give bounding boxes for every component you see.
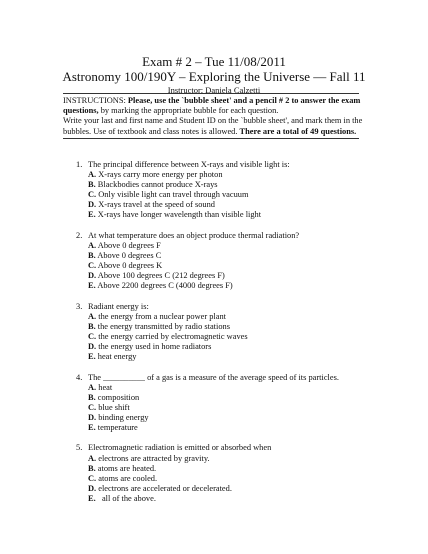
answer-option (88, 322, 376, 332)
instructions-text1: by marking the appropriate bubble for each question. (98, 106, 279, 116)
answer-option (88, 393, 376, 403)
option-text: X-rays travel at the speed of sound (96, 200, 215, 210)
option-letter: D. (88, 483, 97, 493)
answer-option (88, 271, 376, 281)
question-row (76, 373, 376, 383)
option-letter: E. (88, 210, 96, 220)
answer-option (88, 494, 376, 504)
question-item (76, 443, 376, 504)
option-letter: A. (88, 311, 97, 321)
option-text: Above 0 degrees K (96, 261, 163, 271)
option-text: heat (96, 382, 113, 392)
option-text: binding energy (96, 412, 149, 422)
option-letter: A. (88, 170, 97, 180)
divider-bottom (63, 138, 359, 139)
option-text: Above 0 degrees F (96, 240, 161, 250)
option-letter: C. (88, 402, 97, 412)
question-text: At what temperature does an object produce thermal radiation? (88, 230, 300, 240)
option-text: all of the above. (95, 493, 156, 503)
option-letter: D. (88, 271, 97, 281)
option-letter: A. (88, 453, 97, 463)
option-letter: D. (88, 200, 97, 210)
answer-option (88, 342, 376, 352)
option-letter: D. (88, 342, 97, 352)
option-letter: C. (88, 473, 97, 483)
answer-option (88, 190, 376, 200)
question-row (76, 160, 376, 170)
option-letter: B. (88, 321, 96, 331)
option-text: Above 100 degrees C (212 degrees F) (96, 271, 225, 281)
answer-option (88, 403, 376, 413)
question-item (76, 373, 376, 434)
question-item (76, 231, 376, 292)
answer-option (88, 312, 376, 322)
question-row (76, 302, 376, 312)
option-letter: D. (88, 412, 97, 422)
option-letter: E. (88, 423, 96, 433)
answer-options (88, 383, 376, 433)
option-text: atoms are heated. (95, 463, 157, 473)
option-text: composition (95, 392, 140, 402)
option-text: Only visible light can travel through vacuum (96, 190, 249, 200)
answer-option (88, 474, 376, 484)
option-text: electrons are attracted by gravity. (96, 453, 210, 463)
option-letter: B. (88, 251, 96, 261)
answer-options (88, 170, 376, 220)
option-letter: E. (88, 352, 96, 362)
answer-option (88, 210, 376, 220)
answer-options (88, 454, 376, 504)
option-letter: B. (88, 463, 96, 473)
question-text: The __________ of a gas is a measure of the average speed of its particles. (88, 372, 339, 382)
answer-option (88, 413, 376, 423)
instructions-text2: Write your last and first name and Student ID on the `bubble sheet', and mark them in the bubbles. Use of textbook and class notes is allowed. (63, 116, 363, 136)
answer-option (88, 454, 376, 464)
option-text: temperature (95, 423, 138, 433)
answer-option (88, 261, 376, 271)
option-text: Blackbodies cannot produce X-rays (95, 180, 218, 190)
option-letter: A. (88, 382, 97, 392)
answer-options (88, 312, 376, 362)
instructor-name: Instructor: Daniela Calzetti (167, 85, 261, 95)
exam-title-line1: Exam # 2 – Tue 11/08/2011 (142, 54, 286, 69)
option-text: X-rays have longer wavelength than visible light (95, 210, 262, 220)
answer-option (88, 464, 376, 474)
answer-option (88, 241, 376, 251)
answer-option (88, 281, 376, 291)
option-letter: E. (88, 493, 96, 503)
divider-top (63, 93, 359, 94)
option-text: electrons are accelerated or decelerated. (96, 483, 232, 493)
option-text: Above 2200 degrees C (4000 degrees F) (95, 281, 233, 291)
option-letter: B. (88, 392, 96, 402)
option-letter: B. (88, 180, 96, 190)
question-text: Electromagnetic radiation is emitted or absorbed when (88, 443, 272, 453)
answer-option (88, 200, 376, 210)
question-text: Radiant energy is: (88, 301, 149, 311)
option-text: atoms are cooled. (96, 473, 158, 483)
question-row (76, 231, 376, 241)
answer-option (88, 251, 376, 261)
question-number: 2. (76, 230, 83, 240)
answer-option (88, 170, 376, 180)
exam-title-line2: Astronomy 100/190Y – Exploring the Universe — Fall 11 (62, 69, 366, 84)
answer-option (88, 383, 376, 393)
instructions-label: INSTRUCTIONS: (63, 96, 128, 105)
instructions-bold2: There are a total of 49 questions. (239, 126, 357, 136)
option-letter: C. (88, 332, 97, 341)
answer-option (88, 423, 376, 433)
option-text: the energy used in home radiators (96, 342, 212, 352)
option-text: the energy transmitted by radio stations (95, 321, 230, 331)
option-text: Above 0 degrees C (95, 251, 162, 261)
instructions-block (63, 96, 363, 137)
option-text: heat energy (95, 352, 137, 362)
option-letter: A. (88, 240, 97, 250)
question-list (76, 160, 376, 514)
option-letter: E. (88, 281, 96, 291)
question-number: 1. (76, 160, 83, 169)
option-letter: C. (88, 261, 97, 271)
option-text: blue shift (96, 402, 130, 412)
question-number: 5. (76, 443, 83, 453)
answer-options (88, 241, 376, 291)
exam-header (0, 54, 428, 96)
option-text: the energy carried by electromagnetic waves (96, 332, 248, 341)
option-letter: C. (88, 190, 97, 200)
question-row (76, 443, 376, 453)
answer-option (88, 180, 376, 190)
question-item (76, 160, 376, 221)
question-number: 3. (76, 301, 83, 311)
option-text: the energy from a nuclear power plant (96, 311, 226, 321)
instructions-bold1: Please, use the `bubble sheet' and a pencil # 2 to answer the exam questions, (63, 96, 361, 116)
answer-option (88, 484, 376, 494)
answer-option (88, 332, 376, 342)
question-item (76, 302, 376, 363)
option-text: X-rays carry more energy per photon (96, 170, 223, 180)
answer-option (88, 352, 376, 362)
question-number: 4. (76, 372, 83, 382)
question-text: The principal difference between X-rays and visible light is: (88, 160, 290, 169)
